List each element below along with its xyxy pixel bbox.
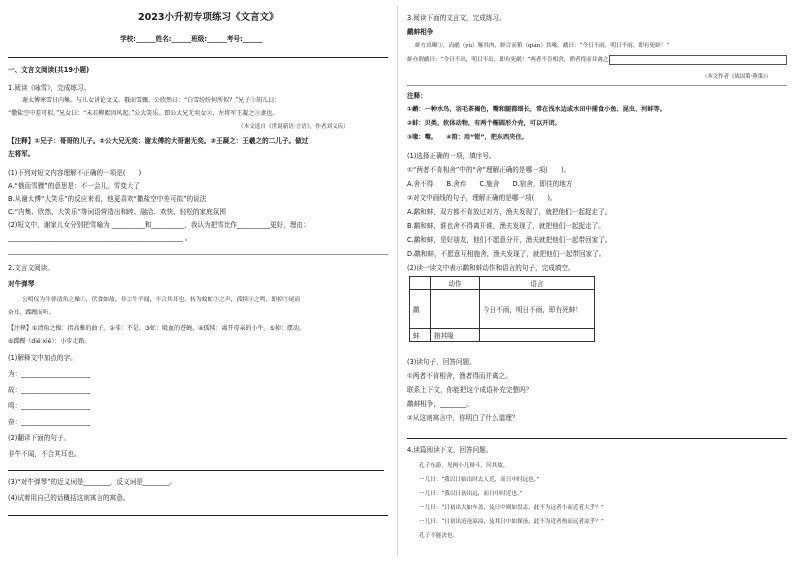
q1-notes: 【注释】①兄子：哥哥的儿子。②公大兄无奕：谢太傅的大哥谢无奕。③王凝之：王羲之的二儿子。做过 [8,137,309,145]
table-header-row [410,277,595,290]
q3-subtitle: 鹬蚌相争 [407,28,434,36]
q1-option-c: C.“内集、欣然、大笑乐”等词语营造出和睦、融洽、欢快、轻松的家庭氛围 [8,208,226,216]
q2-item[interactable]: (3)“对牛弹琴”的近义词是________，反义词是________。 [8,478,176,486]
table-cell-input[interactable] [480,329,595,342]
table-row [410,329,595,342]
question-separator [407,85,787,86]
table-cell: 今日不雨，明日不雨，即有死蚌！ [480,290,595,329]
q3-item: ①两者不肯相舍，渔者得而并禽之。 [407,372,512,380]
q2-answer-gu[interactable]: 故：_____________________ [8,386,91,394]
table-cell: 箝其喙 [431,329,480,342]
table-cell-input[interactable] [431,290,480,329]
header-rule [8,57,388,58]
q2-sentence: 非牛不闻，不合其耳也。 [8,450,81,458]
q2-answer-ming[interactable]: 鸣：_____________________ [8,402,91,410]
q3-item: (2)读一读文中表示鹬和蚌动作和语言的句子，完成填空。 [407,264,575,272]
q3-fill-blank[interactable]: 鹬蚌相争，________。 [407,400,473,408]
q3-option-d[interactable]: D.鹬和蚌，不愿意互相施舍，渔夫发现了，就把他们一起带回家了。 [407,250,606,258]
q3-item: ②对文中画线的句子，理解正确的是哪一项( )。 [407,194,557,202]
right-column [397,0,794,562]
q1-answer-line[interactable]: _____________________________________________________ 。 [8,234,192,242]
q2-passage-line: 奋耳，蹀躞而听。 [8,310,55,316]
answer-line[interactable] [8,470,384,471]
q2-subtitle: 对牛弹琴 [8,280,35,288]
q2-passage-line: 公明仪为牛弹清角之操①，伏食如故。非②牛不闻，不合其耳也。转为蚊虻③之声，孤犊④之鸣，即掉⑤尾而 [22,297,301,303]
q4-heading: 4.读篇阅读下文，回答问题。 [407,446,493,454]
q4-passage-line: 一儿曰：“日初出沧沧凉凉，及其日中如探汤，此不为近者热而远者凉乎？” [419,519,604,525]
q2-answer-fen[interactable]: 奋：_____________________ [8,418,91,426]
q3-item: (1)选择正确的一项，填序号。 [407,152,496,160]
table-header-cell: 语言 [480,277,595,290]
q3-passage-line: 蚌方出曝①，而鹬（yù）啄其肉，蚌合而箝（qián）其喙。鹬曰：“今日不雨，明日不雨，即有死蚌！” [415,43,670,49]
q4-passage-line: 孔子东游，见两小儿辩斗，问其故。 [419,463,509,469]
q1-heading: 1.阅读《咏雪》，完成练习。 [8,84,91,92]
table-header-cell [410,277,431,290]
question-separator [8,254,388,255]
q3-item: 联系上下文，你能把这个成语补充完整吗？ [407,386,533,394]
q1-item: (2)短文中，谢家儿女分别把雪喻为 __________和__________，我认为把雪比作__________更好，理由： [8,221,310,229]
q1-notes: 左将军。 [8,150,35,158]
q1-source: （本文选自《世说新语·言语》，作者刘义庆） [238,124,349,130]
q3-note: ①鹬：一种水鸟，羽毛茶褐色，嘴和腿都细长，常在浅水边或水田中捕食小鱼、昆虫、河蚌等。 [407,106,666,113]
q3-option-a[interactable]: A.鹬和蚌，双方都不肯放过对方，渔夫发现了，就把他们一起捉走了。 [407,208,612,216]
q3-item: (3)读句子，回答问题。 [407,358,476,366]
q3-heading: 3.阅读下面的文言文，完成练习。 [407,14,506,22]
q4-passage-line: 孔子不能决也。 [419,533,459,539]
q3-item: ②从这则寓言中，你明白了什么道理？ [407,414,519,422]
q2-answer-wei[interactable]: 为：_____________________ [8,370,91,378]
table-header-cell: 动作 [431,277,480,290]
q1-option-a: A.“俄而雪骤”的意思是：不一会儿，雪变大了 [8,182,141,190]
q4-passage-line: 一儿曰：“日初出大如车盖，及日中则如盘盂，此不为远者小而近者大乎？” [419,505,604,511]
q3-option-b[interactable]: B.鹬和蚌，谁也舍不得离开谁，渔夫发现了，就把他们一起捉走了。 [407,222,605,230]
table-row [410,290,595,329]
q3-options[interactable]: A.舍不得 B.舍弃 C.施舍 D.宿舍，即住的地方 [407,180,573,188]
q2-notes: 【注释】①清角之操：指高雅的曲子。②非：不是。③虻：吸血的苍蝇。④孤犊：离开母亲的小牛。⑤掉：摆动。 [8,325,305,332]
q3-option-c[interactable]: C.鹬和蚌，是好朋友，他们不愿意分开，渔夫就把他们一起带回家了。 [407,236,612,244]
q4-passage-line: 一儿曰：“我以日始出时去人近，而日中时远也。” [419,477,540,483]
q3-notes-label: 注释： [407,92,427,100]
q1-item: (1)下列对短文内容理解不正确的一项是( ) [8,169,142,177]
answer-line[interactable] [407,438,787,439]
q3-note: ②蚌：贝类，软体动物，有两个椭圆形介壳，可以开闭。 [407,120,561,127]
answer-line[interactable] [8,515,388,516]
q2-item: (4)试着用自己的话概括这则寓言的寓意。 [8,494,130,502]
page-title: 2023小升初专项练习《文言文》 [138,12,279,23]
q2-item: (2)翻译下面的句子。 [8,434,71,442]
q2-notes: ⑥蹀躞（dié xiè）：小步走路。 [8,338,91,345]
q2-item: (1)解释文中加点的字。 [8,354,77,362]
q3-passage-line: 蚌亦谓鹬曰：“今日不出，明日不出，即有死鹬！”两者不肯相舍，渔者得而并禽之。 [407,57,615,63]
q3-note: ③喙：嘴。 ④箝：用“钳”，把东西夹住。 [407,134,528,141]
q3-source: （本文作者《战国策·燕策》） [702,74,772,80]
action-language-table [409,276,595,342]
q4-passage-line: 一儿曰：“我以日初出远，而日中时近也。” [419,491,523,497]
underlined-sentence-box [609,55,787,65]
q1-passage-line: 谢太傅寒雪日内集，与儿女讲论文义。俄而雪骤，公欣然曰：“白雪纷纷何所似？”兄子①胡儿曰： [22,97,281,104]
table-cell: 蚌 [410,329,431,342]
student-info-line: 学校:______姓名:______班级:______考号:______ [120,35,263,43]
table-cell: 鹬 [410,290,431,329]
section-heading: 一、文言文阅读(共19小题) [8,66,90,74]
q1-option-b: B.从谢太傅“大笑乐”的反应来看，他更喜欢“撒盐空中差可拟”的说法 [8,195,207,203]
q1-passage-line: “撒盐空中差可拟。”兄女曰：“未若柳絮因风起。”公大笑乐。即公大兄无奕女②，左将军王凝之③妻也。 [8,110,279,117]
q3-item: ①“两者不肯相舍”中的“舍”理解正确的是哪一项( )。 [407,166,571,174]
q2-heading: 2.文言文阅读。 [8,264,54,272]
